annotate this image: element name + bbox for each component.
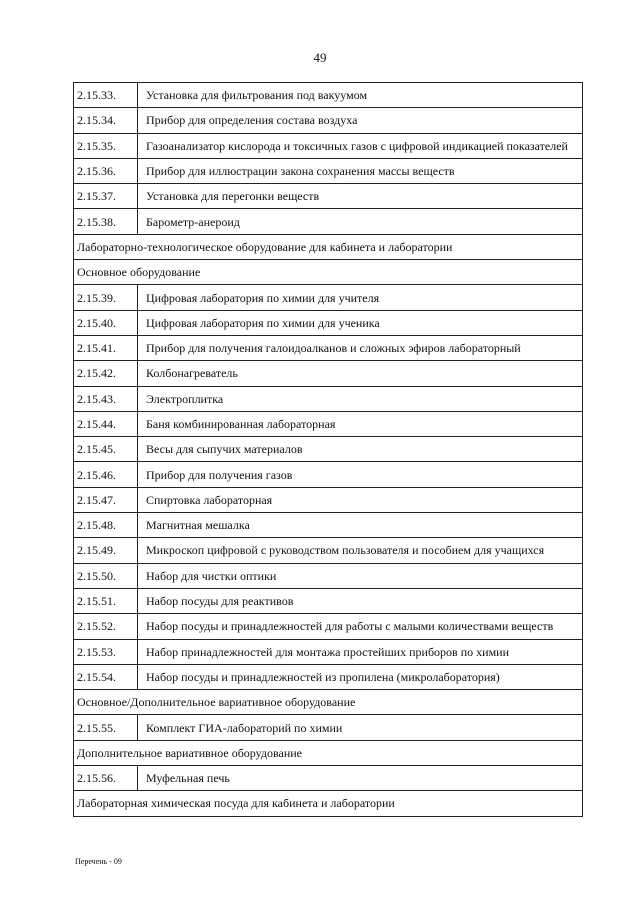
table-row: [74, 513, 583, 538]
item-number: 2.15.56.: [74, 766, 138, 791]
item-number: 2.15.37.: [74, 184, 138, 209]
item-name: Баня комбинированная лабораторная: [138, 411, 583, 436]
table-row: [74, 361, 583, 386]
item-name: Прибор для иллюстрации закона сохранения массы веществ: [138, 158, 583, 183]
table-row: [74, 538, 583, 563]
item-number: 2.15.45.: [74, 437, 138, 462]
table-row: [74, 158, 583, 183]
table-row: [74, 411, 583, 436]
table-row: [74, 184, 583, 209]
item-name: Магнитная мешалка: [138, 513, 583, 538]
table-row: [74, 766, 583, 791]
item-name: Комплект ГИА-лабораторий по химии: [138, 715, 583, 740]
item-number: 2.15.50.: [74, 563, 138, 588]
item-name: Прибор для получения газов: [138, 462, 583, 487]
section-row: [74, 234, 583, 259]
section-title: Основное оборудование: [74, 260, 583, 285]
item-name: Прибор для определения состава воздуха: [138, 108, 583, 133]
item-number: 2.15.34.: [74, 108, 138, 133]
item-name: Установка для перегонки веществ: [138, 184, 583, 209]
item-name: Барометр-анероид: [138, 209, 583, 234]
table-row: [74, 285, 583, 310]
item-name: Цифровая лаборатория по химии для учителя: [138, 285, 583, 310]
table-row: [74, 563, 583, 588]
item-name: Набор посуды и принадлежностей из пропилена (микролаборатория): [138, 664, 583, 689]
item-number: 2.15.36.: [74, 158, 138, 183]
section-row: [74, 740, 583, 765]
section-title: Основное/Дополнительное вариативное оборудование: [74, 690, 583, 715]
item-name: Весы для сыпучих материалов: [138, 437, 583, 462]
equipment-table: [73, 82, 583, 817]
section-title: Лабораторная химическая посуда для кабинета и лаборатории: [74, 791, 583, 816]
section-title: Лабораторно-технологическое оборудование для кабинета и лаборатории: [74, 234, 583, 259]
item-name: Колбонагреватель: [138, 361, 583, 386]
item-name: Установка для фильтрования под вакуумом: [138, 83, 583, 108]
table-row: [74, 614, 583, 639]
item-number: 2.15.51.: [74, 588, 138, 613]
item-number: 2.15.54.: [74, 664, 138, 689]
table-row: [74, 639, 583, 664]
item-name: Набор посуды и принадлежностей для работы с малыми количествами веществ: [138, 614, 583, 639]
section-row: [74, 791, 583, 816]
table-row: [74, 108, 583, 133]
table-row: [74, 310, 583, 335]
table-row: [74, 715, 583, 740]
table-row: [74, 437, 583, 462]
table-row: [74, 209, 583, 234]
item-number: 2.15.40.: [74, 310, 138, 335]
item-number: 2.15.46.: [74, 462, 138, 487]
page-number: 49: [313, 50, 327, 65]
item-number: 2.15.44.: [74, 411, 138, 436]
item-number: 2.15.35.: [74, 133, 138, 158]
item-number: 2.15.55.: [74, 715, 138, 740]
item-name: Цифровая лаборатория по химии для ученика: [138, 310, 583, 335]
item-number: 2.15.47.: [74, 487, 138, 512]
item-name: Муфельная печь: [138, 766, 583, 791]
table-row: [74, 133, 583, 158]
item-name: Электроплитка: [138, 386, 583, 411]
table-row: [74, 462, 583, 487]
item-number: 2.15.42.: [74, 361, 138, 386]
item-name: Спиртовка лабораторная: [138, 487, 583, 512]
item-name: Набор принадлежностей для монтажа простейших приборов по химии: [138, 639, 583, 664]
item-number: 2.15.43.: [74, 386, 138, 411]
item-name: Микроскоп цифровой с руководством пользователя и пособием для учащихся: [138, 538, 583, 563]
item-number: 2.15.41.: [74, 335, 138, 360]
section-row: [74, 690, 583, 715]
footer-text: Перечень - 09: [75, 857, 122, 866]
item-number: 2.15.39.: [74, 285, 138, 310]
table-row: [74, 487, 583, 512]
table-row: [74, 664, 583, 689]
item-number: 2.15.33.: [74, 83, 138, 108]
item-number: 2.15.48.: [74, 513, 138, 538]
item-number: 2.15.49.: [74, 538, 138, 563]
table-row: [74, 335, 583, 360]
section-title: Дополнительное вариативное оборудование: [74, 740, 583, 765]
item-number: 2.15.52.: [74, 614, 138, 639]
table-row: [74, 386, 583, 411]
item-name: Газоанализатор кислорода и токсичных газов с цифровой индикацией показателей: [138, 133, 583, 158]
table-row: [74, 83, 583, 108]
item-name: Прибор для получения галоидоалканов и сложных эфиров лабораторный: [138, 335, 583, 360]
section-row: [74, 260, 583, 285]
item-number: 2.15.38.: [74, 209, 138, 234]
item-name: Набор посуды для реактивов: [138, 588, 583, 613]
table-row: [74, 588, 583, 613]
item-number: 2.15.53.: [74, 639, 138, 664]
item-name: Набор для чистки оптики: [138, 563, 583, 588]
